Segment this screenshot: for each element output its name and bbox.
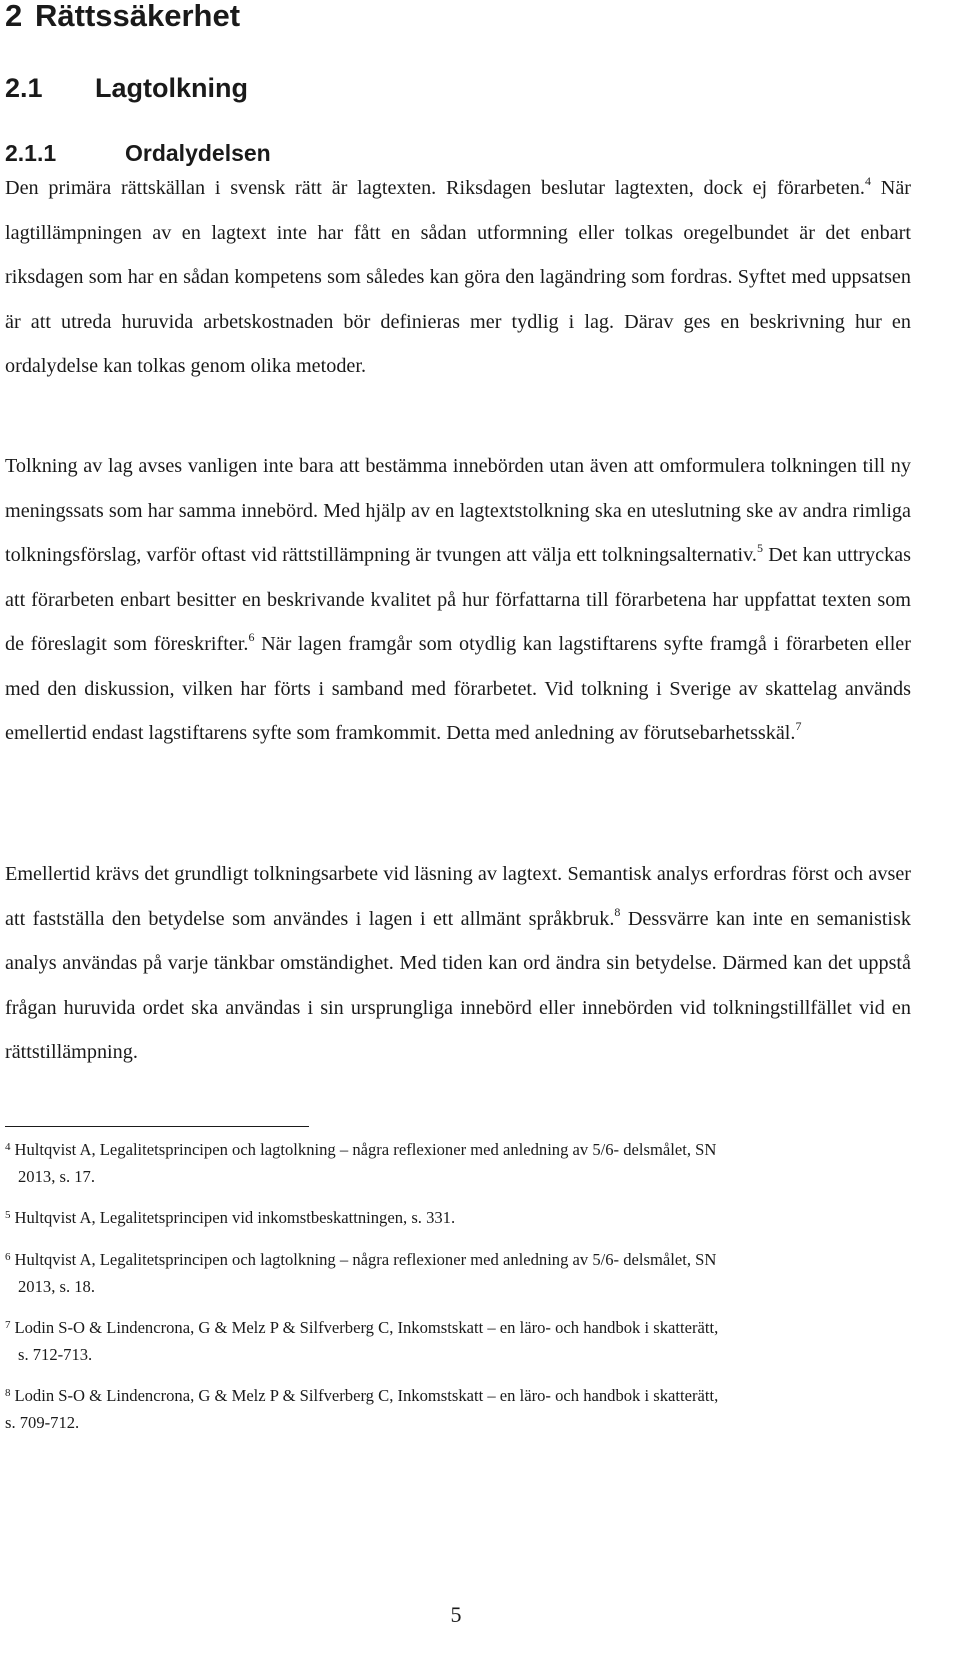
page-number: 5 [450,1602,462,1627]
chapter-heading [5,0,240,38]
footnote-text: Lodin S-O & Lindencrona, G & Melz P & Silfverberg C, Inkomstskatt – en läro- och handbok i skatterätt, [14,1386,719,1405]
footnote-mark: 8 [5,1387,11,1399]
paragraph-text: Dessvärre kan inte en semanistisk analys användas på varje tänkbar omständighet. Med tiden kan ord ändra sin betydelse. Därmed kan det uppstå frågan huruvida ordet ska användas i sin ursprungliga innebörd eller innebörden vid tolkningstillfället vid en rättstillämpning. [5,907,911,1063]
paragraph-text: Den primära rättskällan i svensk rätt är lagtexten. Riksdagen beslutar lagtexten, dock ej förarbeten. [5,177,865,199]
footnote-mark: 6 [5,1251,11,1263]
footnote-8 [5,1383,911,1436]
footnote-text-continued: s. 709-712. [5,1412,80,1432]
subsection-title: Ordalydelsen [125,140,271,166]
footnote-mark: 5 [5,1209,11,1221]
footnote-text-continued: 2013, s. 17. [18,1166,95,1186]
paragraph-text: När lagen framgår som otydlig kan lagstiftarens syfte framgå i förarbeten eller med den diskussion, vilken har förts i samband med förarbetet. Vid tolkning i Sverige av skattelag används emellertid endast lagstiftarens syfte som framkommit. Detta med anledning av förutsebarhetsskäl. [5,633,911,744]
footnote-ref-4[interactable]: 4 [864,174,871,188]
footnote-4 [5,1137,911,1190]
footnote-text-continued: s. 712-713. [18,1344,93,1364]
footnote-ref-5[interactable]: 5 [756,541,763,555]
footnote-mark: 4 [5,1141,11,1153]
paragraph-text: När lagtillämpningen av en lagtext inte har fått en sådan utformning eller tolkas oregelbundet är det enbart riksdagen som har en sådan kompetens som således kan göra den lagändring som fordras. Syftet med uppsatsen är att utreda huruvida arbetskostnaden bör definieras mer tydlig i lag. Därav ges en beskrivning hur en ordalydelse kan tolkas genom olika metoder. [5,177,912,377]
paragraph-text: Tolkning av lag avses vanligen inte bara att bestämma innebörden utan även att omformulera tolkningen till ny meningssats som har samma innebörd. Med hjälp av en lagtextstolkning ska en uteslutning ske av andra rimliga tolkningsförslag, varför oftast vid rättstillämpning är tvungen att välja ett tolkningsalternativ. [5,455,911,566]
chapter-number: 2 [5,0,23,33]
footnote-5 [5,1205,911,1232]
body-paragraph-3 [5,852,911,1075]
body-paragraph-1 [5,166,911,389]
section-heading [5,68,248,108]
footnote-7 [5,1315,911,1368]
footnote-text: Hultqvist A, Legalitetsprincipen och lagtolkning – några reflexioner med anledning av 5/6- delsmålet, SN [14,1140,717,1159]
section-title: Lagtolkning [95,73,248,103]
subsection-number: 2.1.1 [5,140,57,166]
subsection-heading [5,136,271,170]
section-number: 2.1 [5,73,43,103]
footnote-mark: 7 [5,1319,11,1331]
footnote-ref-6[interactable]: 6 [248,630,255,644]
footnote-6 [5,1247,911,1300]
footnote-text: Lodin S-O & Lindencrona, G & Melz P & Silfverberg C, Inkomstskatt – en läro- och handbok i skatterätt, [14,1318,719,1337]
body-paragraph-2 [5,444,911,756]
chapter-title: Rättssäkerhet [35,0,241,33]
footnote-ref-8[interactable]: 8 [614,904,621,919]
paragraph-text: Emellertid krävs det grundligt tolkningsarbete vid läsning av lagtext. Semantisk analys erfordras först och avser att fastställa den betydelse som användes i lagen i ett allmänt språkbruk. [5,863,911,930]
footnote-ref-7[interactable]: 7 [795,719,802,733]
footnote-separator [5,1126,309,1127]
paragraph-text: Det kan uttryckas att förarbeten enbart besitter en beskrivande kvalitet på hur författarna till förarbetena har uppfattat texten som de föreslagit som föreskrifter. [5,544,911,655]
footnote-text-continued: 2013, s. 18. [18,1276,95,1296]
footnote-text: Hultqvist A, Legalitetsprincipen och lagtolkning – några reflexioner med anledning av 5/6- delsmålet, SN [14,1250,717,1269]
footnote-text: Hultqvist A, Legalitetsprincipen vid inkomstbeskattningen, s. 331. [14,1208,456,1227]
